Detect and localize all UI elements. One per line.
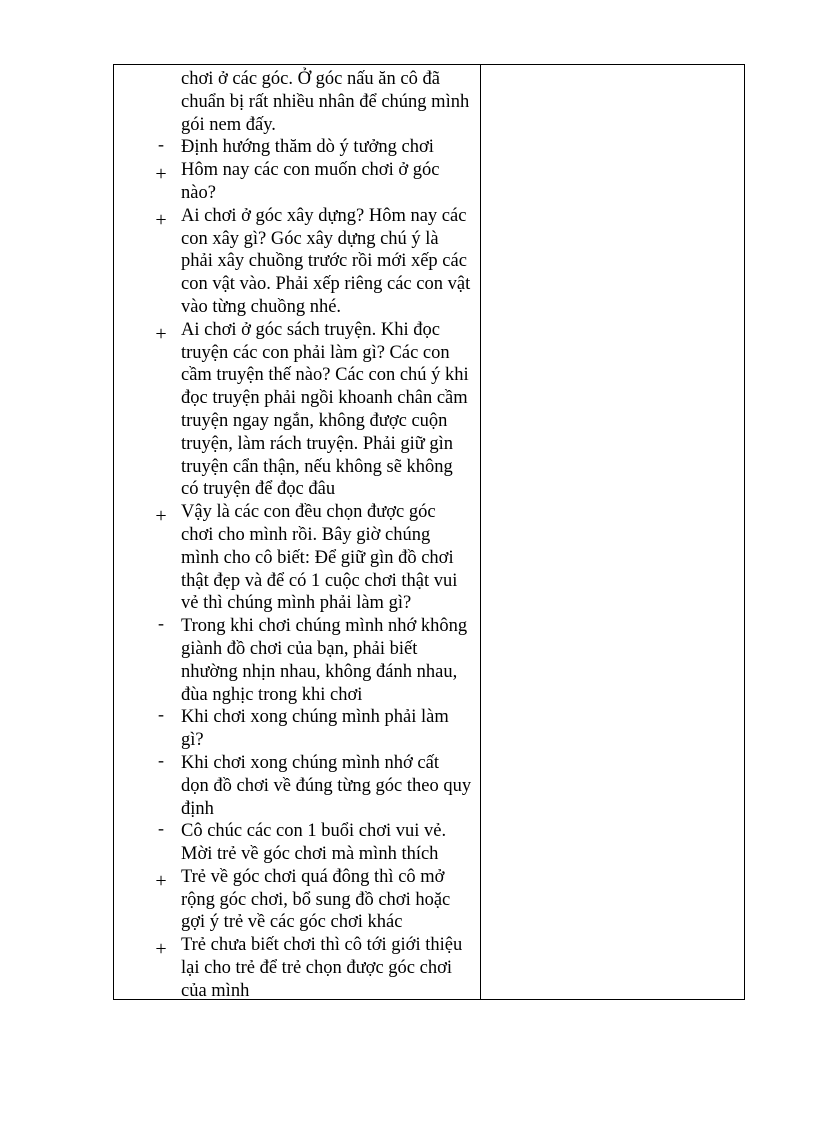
text-line: mình cho cô biết: Để giữ gìn đồ chơi (181, 547, 454, 568)
text-line: truyện cẩn thận, nếu không sẽ không (181, 456, 453, 477)
text-line: Cô chúc các con 1 buổi chơi vui vẻ. (181, 821, 447, 842)
text-line: con xây gì? Góc xây dựng chú ý là (181, 228, 439, 249)
text-line: cầm truyện thế nào? Các con chú ý khi (181, 365, 469, 386)
text-line: nào? (181, 182, 216, 203)
text-line: nhường nhịn nhau, không đánh nhau, (181, 661, 458, 682)
text-line: của mình (181, 980, 250, 1001)
plus-bullet-icon: + (155, 322, 167, 345)
text-line: chơi cho mình rồi. Bây giờ chúng (181, 524, 431, 545)
plus-bullet-icon: + (155, 938, 167, 961)
dash-bullet-icon: - (158, 134, 164, 155)
text-line: con vật vào. Phải xếp riêng các con vật (181, 274, 471, 295)
dash-bullet-icon: - (158, 704, 164, 725)
text-line: Hôm nay các con muốn chơi ở góc (181, 160, 440, 181)
text-line: chuẩn bị rất nhiều nhân để chúng mình (181, 91, 470, 112)
text-line: giành đồ chơi của bạn, phải biết (181, 638, 418, 659)
text-line: truyện, làm rách truyện. Phải giữ gìn (181, 433, 454, 454)
text-line: truyện ngay ngắn, không được cuộn (181, 410, 448, 431)
text-line: Ai chơi ở góc xây dựng? Hôm nay các (181, 205, 467, 226)
text-line: Mời trẻ về góc chơi mà mình thích (181, 844, 439, 865)
text-line: Vậy là các con đều chọn được góc (181, 502, 436, 523)
plus-bullet-icon: + (155, 505, 167, 528)
text-line: Ai chơi ở góc sách truyện. Khi đọc (181, 319, 440, 340)
list-item (114, 749, 480, 820)
text-line: đọc truyện phải ngồi khoanh chân cầm (181, 388, 468, 409)
text-line: vào từng chuồng nhé. (181, 296, 342, 317)
list-item (114, 205, 480, 319)
lesson-table (113, 64, 745, 1000)
list-item (114, 615, 480, 706)
text-line: Trong khi chơi chúng mình nhớ không (181, 616, 468, 637)
text-line: gói nem đấy. (181, 114, 276, 135)
list-item (114, 319, 480, 501)
notes-cell (481, 65, 744, 999)
dash-bullet-icon: - (158, 613, 164, 634)
list-item (114, 136, 480, 159)
text-line: vẻ thì chúng mình phải làm gì? (181, 593, 412, 614)
text-line: Trẻ về góc chơi quá đông thì cô mở (181, 866, 445, 887)
text-line: phải xây chuồng trước rồi mới xếp các (181, 251, 467, 272)
dash-bullet-icon: - (158, 749, 164, 770)
list-item (114, 934, 480, 1002)
text-line: có truyện để đọc đâu (181, 479, 336, 500)
plus-bullet-icon: + (155, 208, 167, 231)
text-line: lại cho trẻ để trẻ chọn được góc chơi (181, 958, 453, 979)
text-line: Khi chơi xong chúng mình nhớ cất (181, 752, 439, 773)
text-line: chơi ở các góc. Ở góc nấu ăn cô đã (181, 69, 440, 89)
text-line: Khi chơi xong chúng mình phải làm (181, 707, 449, 728)
text-line: gì? (181, 730, 204, 751)
text-line: Trẻ chưa biết chơi thì cô tới giới thiệu (181, 935, 463, 956)
text-line: truyện các con phải làm gì? Các con (181, 342, 450, 363)
list-item (114, 706, 480, 752)
activity-cell (114, 68, 480, 1003)
list-item (114, 820, 480, 866)
text-line: định (181, 798, 214, 819)
plus-bullet-icon: + (155, 163, 167, 186)
list-item (114, 866, 480, 934)
dash-bullet-icon: - (158, 818, 164, 839)
list-item (114, 501, 480, 615)
text-line: đùa nghịc trong khi chơi (181, 684, 363, 705)
text-line: rộng góc chơi, bổ sung đồ chơi hoặc (181, 889, 451, 910)
plus-bullet-icon: + (155, 869, 167, 892)
text-line: thật đẹp và để có 1 cuộc chơi thật vui (181, 570, 458, 591)
text-line: gợi ý trẻ về các góc chơi khác (181, 912, 403, 933)
list-item (114, 68, 480, 136)
text-line: Định hướng thăm dò ý tưởng chơi (181, 137, 434, 158)
text-line: dọn đồ chơi về đúng từng góc theo quy (181, 775, 472, 796)
list-item (114, 159, 480, 205)
